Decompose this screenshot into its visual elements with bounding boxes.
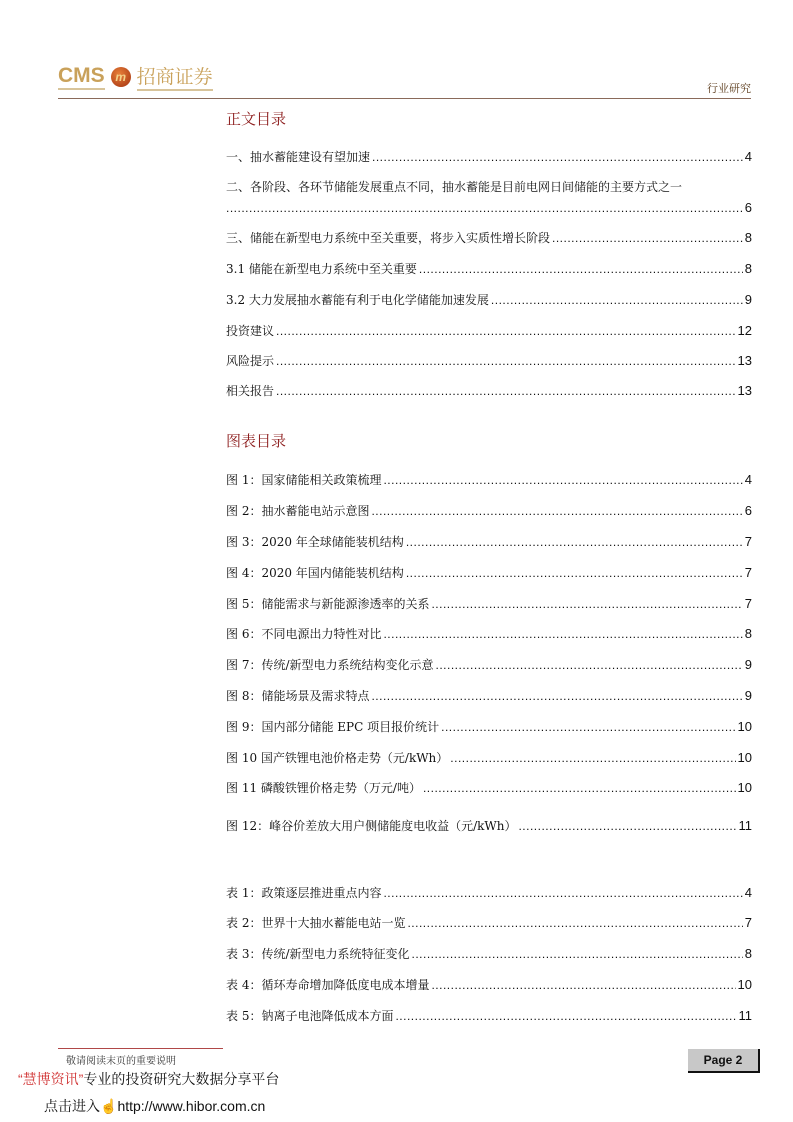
entry-page: 4 xyxy=(744,472,752,487)
entry-page: 13 xyxy=(737,383,752,398)
entry-label: 3.1 储能在新型电力系统中至关重要 xyxy=(226,262,417,276)
dot-leader xyxy=(552,231,743,245)
figure-entry[interactable] xyxy=(226,817,752,834)
toc-entry[interactable] xyxy=(226,382,752,399)
entry-label: 图 12：峰谷价差放大用户侧储能度电收益（元/kWh） xyxy=(226,819,517,833)
footer-divider xyxy=(58,1048,223,1049)
dot-leader xyxy=(407,916,742,930)
logo-chinese: 招商证券 xyxy=(137,62,213,91)
entry-label: 图 9：国内部分储能 EPC 项目报价统计 xyxy=(226,720,440,734)
entry-label: 投资建议 xyxy=(226,324,275,338)
entry-label: 图 6：不同电源出力特性对比 xyxy=(226,627,382,641)
entry-page: 7 xyxy=(744,534,752,549)
disclaimer-notice: 敬请阅读末页的重要说明 xyxy=(66,1056,176,1067)
entry-label: 图 2：抽水蓄能电站示意图 xyxy=(226,504,370,518)
hibor-url[interactable]: http://www.hibor.com.cn xyxy=(117,1098,266,1114)
dot-leader xyxy=(383,473,742,487)
figure-entry[interactable] xyxy=(226,471,752,488)
figure-entry[interactable] xyxy=(226,718,752,735)
entry-page: 12 xyxy=(737,323,752,338)
toc-title: 正文目录 xyxy=(226,110,287,128)
entry-page: 11 xyxy=(738,1008,752,1023)
entry-page: 9 xyxy=(744,292,752,307)
quote-open: “ xyxy=(18,1071,23,1087)
table-entry[interactable] xyxy=(226,1007,752,1024)
entry-page: 10 xyxy=(737,780,752,795)
dot-leader xyxy=(276,384,736,398)
entry-label: 相关报告 xyxy=(226,384,275,398)
logo-latin: CMS xyxy=(58,64,105,90)
entry-page: 8 xyxy=(744,261,752,276)
toc-entry-continuation[interactable] xyxy=(226,200,752,215)
entry-page: 4 xyxy=(744,149,752,164)
entry-page: 8 xyxy=(744,626,752,641)
entry-page: 7 xyxy=(744,915,752,930)
dot-leader xyxy=(371,689,742,703)
figure-entry[interactable] xyxy=(226,749,752,766)
page-number: Page 2 xyxy=(688,1049,760,1073)
dot-leader xyxy=(372,150,743,164)
dot-leader xyxy=(371,504,742,518)
entry-page: 13 xyxy=(737,353,752,368)
entry-label: 一、抽水蓄能建设有望加速 xyxy=(226,150,371,164)
dot-leader xyxy=(226,201,743,215)
quote-close: ” xyxy=(78,1071,84,1087)
entry-label: 图 3：2020 年全球储能装机结构 xyxy=(226,535,404,549)
figure-entry[interactable] xyxy=(226,564,752,581)
dot-leader xyxy=(395,1009,736,1023)
figure-entry[interactable] xyxy=(226,625,752,642)
toc-entry[interactable] xyxy=(226,322,752,339)
dot-leader xyxy=(383,886,742,900)
dot-leader xyxy=(431,597,742,611)
entry-page: 8 xyxy=(744,230,752,245)
dot-leader xyxy=(406,535,743,549)
cms-logo xyxy=(58,62,213,91)
figure-entry[interactable] xyxy=(226,533,752,550)
table-entry[interactable] xyxy=(226,914,752,931)
figure-entry[interactable] xyxy=(226,656,752,673)
table-entry[interactable] xyxy=(226,976,752,993)
entry-page: 7 xyxy=(744,565,752,580)
figures-title: 图表目录 xyxy=(226,432,287,450)
entry-label: 表 3：传统/新型电力系统特征变化 xyxy=(226,947,410,961)
dot-leader xyxy=(436,658,743,672)
dot-leader xyxy=(441,720,735,734)
dot-leader xyxy=(423,781,736,795)
report-category: 行业研究 xyxy=(707,82,751,95)
entry-label: 图 11 磷酸铁锂价格走势（万元/吨） xyxy=(226,781,421,795)
logo-mark-icon: m xyxy=(111,67,131,87)
entry-label: 风险提示 xyxy=(226,354,275,368)
dot-leader xyxy=(419,262,743,276)
figure-entry[interactable] xyxy=(226,502,752,519)
header-divider xyxy=(58,98,751,99)
dot-leader xyxy=(431,978,735,992)
dot-leader xyxy=(412,947,743,961)
entry-page: 6 xyxy=(744,200,752,215)
toc-entry[interactable]: 二、各阶段、各环节储能发展重点不同，抽水蓄能是目前电网日间储能的主要方式之一 xyxy=(226,180,683,194)
table-entry[interactable] xyxy=(226,884,752,901)
figure-entry[interactable] xyxy=(226,595,752,612)
entry-label: 三、储能在新型电力系统中至关重要，将步入实质性增长阶段 xyxy=(226,231,551,245)
table-entry[interactable] xyxy=(226,945,752,962)
entry-label: 表 1：政策逐层推进重点内容 xyxy=(226,886,382,900)
figure-entry[interactable] xyxy=(226,687,752,704)
hibor-slogan: 专业的投资研究大数据分享平台 xyxy=(83,1071,280,1087)
toc-entry[interactable] xyxy=(226,148,752,165)
entry-label: 图 10 国产铁锂电池价格走势（元/kWh） xyxy=(226,751,449,765)
entry-page: 11 xyxy=(738,818,752,833)
entry-label: 表 5：钠离子电池降低成本方面 xyxy=(226,1009,394,1023)
entry-page: 9 xyxy=(744,688,752,703)
dot-leader xyxy=(276,324,736,338)
dot-leader xyxy=(518,819,736,833)
entry-page: 7 xyxy=(744,596,752,611)
entry-page: 4 xyxy=(744,885,752,900)
figure-entry[interactable] xyxy=(226,779,752,796)
hibor-link[interactable] xyxy=(44,1096,265,1116)
entry-page: 9 xyxy=(744,657,752,672)
entry-page: 10 xyxy=(737,719,752,734)
entry-label: 表 2：世界十大抽水蓄能电站一览 xyxy=(226,916,406,930)
toc-entry[interactable] xyxy=(226,352,752,369)
entry-label: 图 5：储能需求与新能源渗透率的关系 xyxy=(226,597,430,611)
hibor-brand: 慧博资讯 xyxy=(22,1071,79,1087)
dot-leader xyxy=(383,627,742,641)
entry-label: 图 1：国家储能相关政策梳理 xyxy=(226,473,382,487)
entry-label: 图 4：2020 年国内储能装机结构 xyxy=(226,566,404,580)
enter-label: 点击进入 xyxy=(44,1098,100,1114)
hibor-banner xyxy=(18,1069,279,1089)
dot-leader xyxy=(276,354,736,368)
entry-label: 3.2 大力发展抽水蓄能有利于电化学储能加速发展 xyxy=(226,293,489,307)
entry-page: 8 xyxy=(744,946,752,961)
dot-leader xyxy=(450,751,735,765)
toc-entry[interactable] xyxy=(226,291,752,308)
entry-label: 图 8：储能场景及需求特点 xyxy=(226,689,370,703)
entry-label: 图 7：传统/新型电力系统结构变化示意 xyxy=(226,658,434,672)
hand-pointer-icon: ☝ xyxy=(100,1098,118,1114)
entry-page: 10 xyxy=(737,750,752,765)
toc-entry[interactable] xyxy=(226,229,752,246)
dot-leader xyxy=(406,566,743,580)
toc-entry[interactable] xyxy=(226,260,752,277)
dot-leader xyxy=(491,293,743,307)
entry-page: 6 xyxy=(744,503,752,518)
entry-page: 10 xyxy=(737,977,752,992)
entry-label: 表 4：循环寿命增加降低度电成本增量 xyxy=(226,978,430,992)
